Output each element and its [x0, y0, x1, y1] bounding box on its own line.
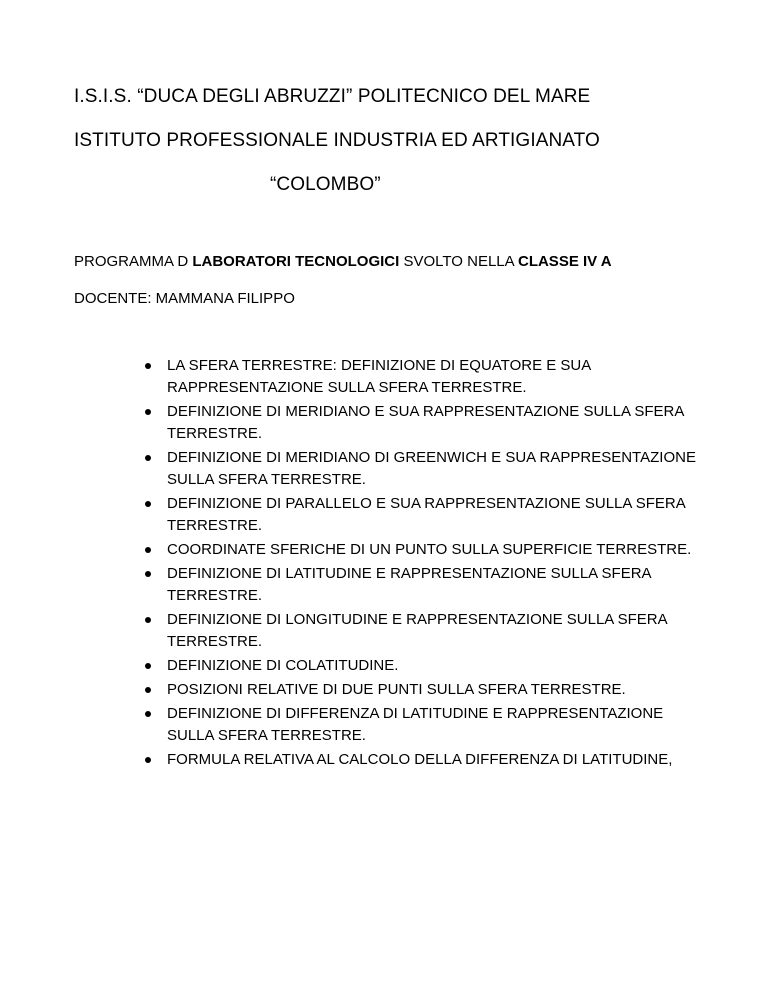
list-item [140, 749, 700, 771]
list-item [140, 609, 700, 653]
list-item [140, 401, 700, 445]
list-item-text: DEFINIZIONE DI MERIDIANO DI GREENWICH E SUA RAPPRESENTAZIONE SULLA SFERA TERRESTRE. [167, 449, 696, 488]
program-subject: LABORATORI TECNOLOGICI [192, 253, 400, 270]
school-name: I.S.I.S. “DUCA DEGLI ABRUZZI” POLITECNICO DEL MARE [74, 86, 591, 107]
bullet-icon [145, 547, 151, 553]
topic-list [140, 355, 700, 773]
bullet-icon [145, 711, 151, 717]
bullet-icon [145, 571, 151, 577]
list-item [140, 539, 700, 561]
institute-name: ISTITUTO PROFESSIONALE INDUSTRIA ED ARTIGIANATO [74, 130, 600, 151]
list-item [140, 493, 700, 537]
bullet-icon [145, 663, 151, 669]
program-middle: SVOLTO NELLA [399, 253, 518, 270]
teacher-name: DOCENTE: MAMMANA FILIPPO [74, 290, 295, 307]
bullet-icon [145, 617, 151, 623]
list-item-text: DEFINIZIONE DI COLATITUDINE. [167, 657, 399, 674]
list-item-text: LA SFERA TERRESTRE: DEFINIZIONE DI EQUATORE E SUA RAPPRESENTAZIONE SULLA SFERA TERRESTRE. [167, 357, 591, 396]
list-item-text: DEFINIZIONE DI LATITUDINE E RAPPRESENTAZIONE SULLA SFERA TERRESTRE. [167, 565, 651, 604]
list-item [140, 679, 700, 701]
list-item-text: DEFINIZIONE DI LONGITUDINE E RAPPRESENTAZIONE SULLA SFERA TERRESTRE. [167, 611, 667, 650]
bullet-icon [145, 455, 151, 461]
list-item [140, 355, 700, 399]
list-item [140, 447, 700, 491]
bullet-icon [145, 757, 151, 763]
bullet-icon [145, 409, 151, 415]
list-item-text: DEFINIZIONE DI PARALLELO E SUA RAPPRESENTAZIONE SULLA SFERA TERRESTRE. [167, 495, 685, 534]
list-item [140, 703, 700, 747]
program-prefix: PROGRAMMA D [74, 253, 193, 270]
list-item-text: COORDINATE SFERICHE DI UN PUNTO SULLA SUPERFICIE TERRESTRE. [167, 541, 692, 558]
list-item-text: DEFINIZIONE DI MERIDIANO E SUA RAPPRESENTAZIONE SULLA SFERA TERRESTRE. [167, 403, 684, 442]
bullet-icon [145, 687, 151, 693]
list-item [140, 655, 700, 677]
bullet-icon [145, 363, 151, 369]
list-item-text: DEFINIZIONE DI DIFFERENZA DI LATITUDINE E RAPPRESENTAZIONE SULLA SFERA TERRESTRE. [167, 705, 664, 744]
list-item-text: FORMULA RELATIVA AL CALCOLO DELLA DIFFERENZA DI LATITUDINE, [167, 751, 673, 768]
bullet-icon [145, 501, 151, 507]
program-title [74, 253, 612, 270]
list-item [140, 563, 700, 607]
program-class: CLASSE IV A [517, 253, 612, 270]
list-item-text: POSIZIONI RELATIVE DI DUE PUNTI SULLA SFERA TERRESTRE. [167, 681, 626, 698]
institute-subtitle: “COLOMBO” [270, 174, 381, 195]
